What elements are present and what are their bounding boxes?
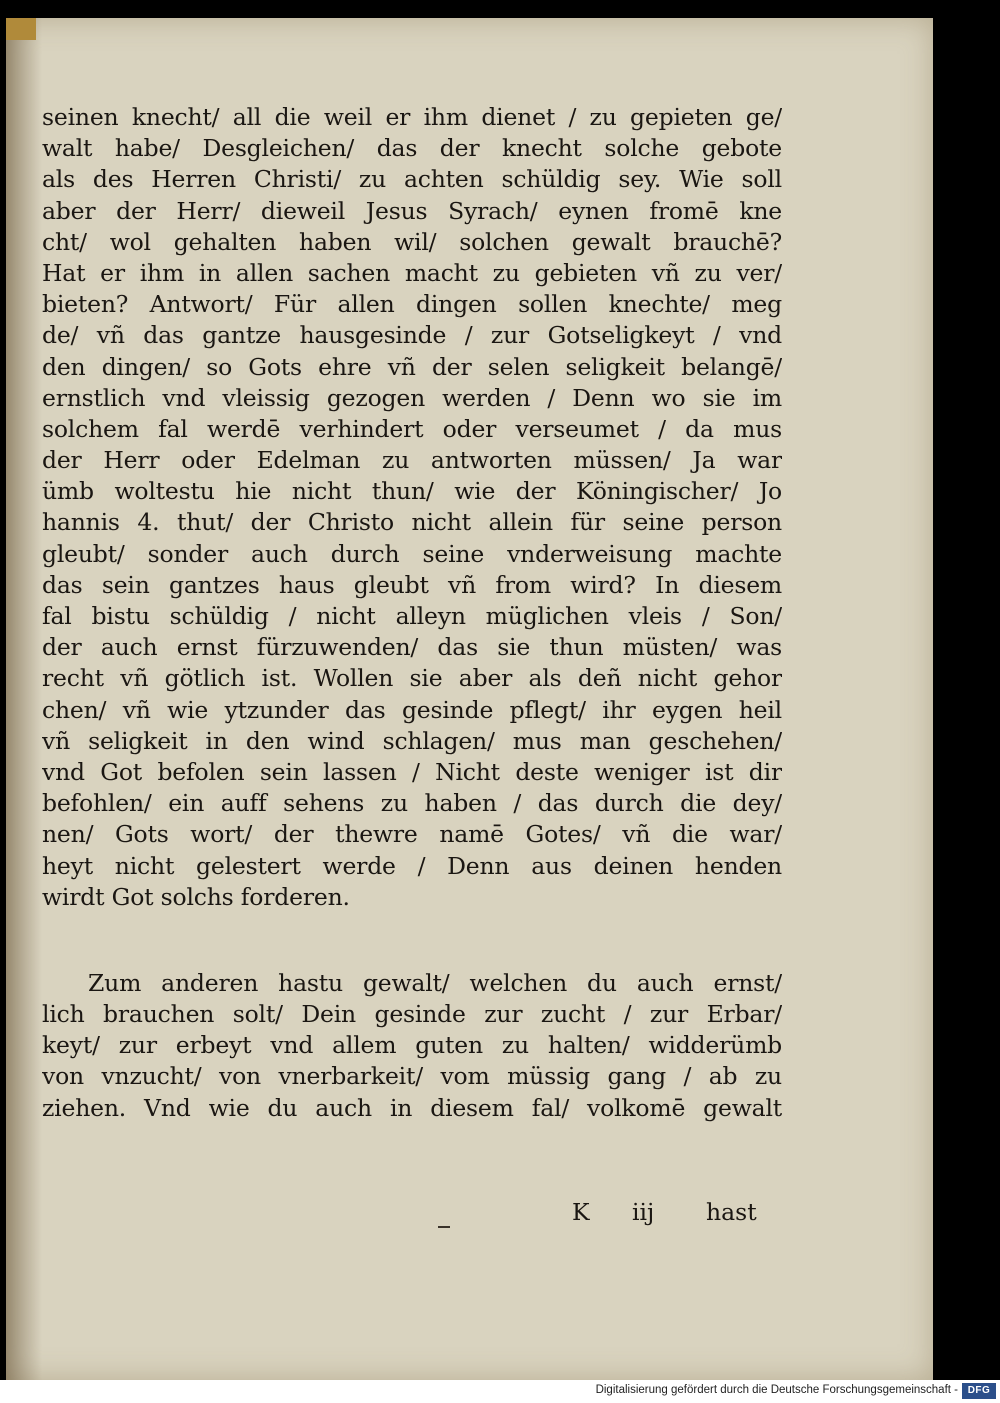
text-line: vñ seligkeit in den wind schlagen/ mus man geschehen/ <box>42 726 782 755</box>
text-line: keyt/ zur erbeyt vnd allem guten zu halten/ widderümb <box>42 1031 782 1060</box>
text-line: das sein gantzes haus gleubt vñ from wird? In diesem <box>42 570 782 599</box>
paragraph-gap <box>42 913 782 968</box>
text-line: lich brauchen solt/ Dein gesinde zur zucht / zur Erbar/ <box>42 1000 782 1029</box>
text-line: bieten? Antwort/ Für allen dingen sollen knechte/ meg <box>42 290 782 319</box>
page-gutter-shadow <box>6 18 42 1380</box>
text-line: von vnzucht/ von vnerbarkeit/ vom müssig gang / ab zu <box>42 1062 782 1091</box>
foliation: iij <box>632 1198 655 1226</box>
text-line: ziehen. Vnd wie du auch in diesem fal/ volkomē gewalt <box>42 1093 782 1122</box>
credit-bar <box>0 1380 1000 1403</box>
text-line: befohlen/ ein auff sehens zu haben / das durch die dey/ <box>42 789 782 818</box>
text-line: recht vñ götlich ist. Wollen sie aber als deñ nicht gehor <box>42 664 782 693</box>
text-line: de/ vñ das gantze hausgesinde / zur Gotseligkeyt / vnd <box>42 321 782 350</box>
text-line: nen/ Gots wort/ der thewre namē Gotes/ vñ die war/ <box>42 820 782 849</box>
text-line: gleubt/ sonder auch durch seine vnderweisung machte <box>42 539 782 568</box>
text-line: ernstlich vnd vleissig gezogen werden / Denn wo sie im <box>42 383 782 412</box>
text-line: Zum anderen hastu gewalt/ welchen du auch ernst/ <box>88 968 782 997</box>
text-line: walt habe/ Desgleichen/ das der knecht solche gebote <box>42 134 782 163</box>
text-line: als des Herren Christi/ zu achten schüldig sey. Wie soll <box>42 165 782 194</box>
signature-mark: K <box>572 1198 590 1226</box>
page-corner-tab <box>6 18 36 40</box>
credit-text: Digitalisierung gefördert durch die Deutsche Forschungsgemeinschaft - <box>595 1384 958 1396</box>
text-line: ümb woltestu hie nicht thun/ wie der Köningischer/ Jo <box>42 477 782 506</box>
text-line: den dingen/ so Gots ehre vñ der selen seligkeit belangē/ <box>42 352 782 381</box>
printer-mark <box>438 1226 450 1228</box>
text-line: heyt nicht gelestert werde / Denn aus deinen henden <box>42 851 782 880</box>
text-line: vnd Got befolen sein lassen / Nicht deste weniger ist dir <box>42 757 782 786</box>
catchword: hast <box>706 1198 757 1226</box>
text-line: wirdt Got solchs forderen. <box>42 882 350 911</box>
text-line: Hat er ihm in allen sachen macht zu gebieten vñ zu ver/ <box>42 258 782 287</box>
text-line: solchem fal werdē verhindert oder verseumet / da mus <box>42 414 782 443</box>
dfg-logo[interactable]: DFG <box>962 1383 996 1399</box>
text-line: aber der Herr/ dieweil Jesus Syrach/ eynen fromē kne <box>42 196 782 225</box>
text-line: der auch ernst fürzuwenden/ das sie thun müsten/ was <box>42 633 782 662</box>
main-text <box>42 102 782 1124</box>
text-line: cht/ wol gehalten haben wil/ solchen gewalt brauchē? <box>42 227 782 256</box>
text-line: hannis 4. thut/ der Christo nicht allein für seine person <box>42 508 782 537</box>
text-line: der Herr oder Edelman zu antworten müssen/ Ja war <box>42 446 782 475</box>
text-line: seinen knecht/ all die weil er ihm dienet / zu gepieten ge/ <box>42 103 782 131</box>
text-line: chen/ vñ wie ytzunder das gesinde pflegt/ ihr eygen heil <box>42 695 782 724</box>
text-line: fal bistu schüldig / nicht alleyn müglichen vleis / Son/ <box>42 602 782 630</box>
